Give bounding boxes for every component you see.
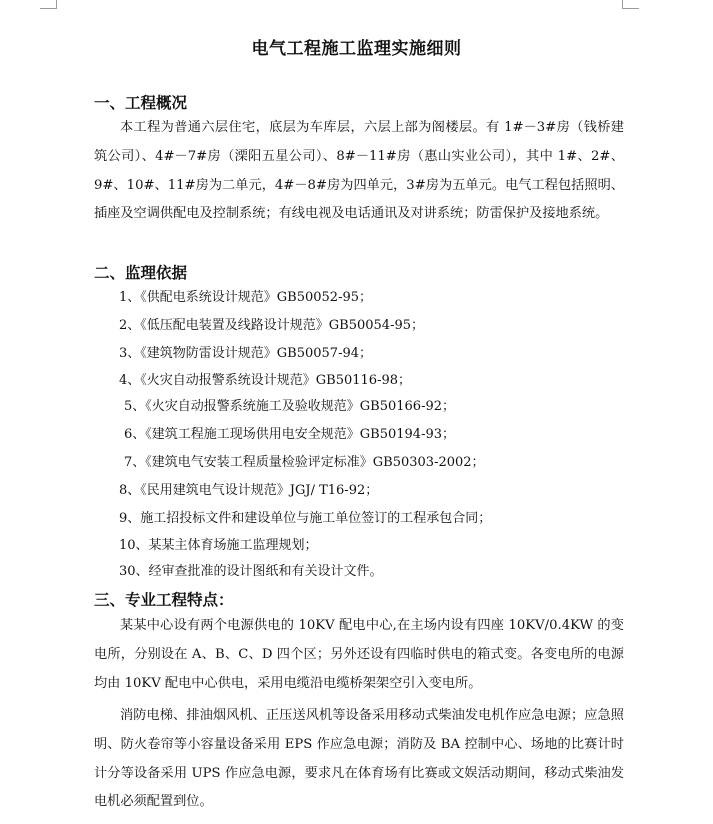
- section-heading-overview: 一、工程概况: [94, 94, 188, 112]
- features-paragraph-1: 某某中心设有两个电源供电的 10KV 配电中心,在主场内设有四座 10KV/0.4KW 的变电所，分别设在 A、B、C、D 四个区；另外还设有四临时供电的箱式变。各变电所的电源均由 10KV 配电中心供电，采用电缆沿电缆桥架架空引入变电所。: [94, 618, 624, 691]
- list-item: 4、《火灾自动报警系统设计规范》GB50116-98；: [119, 373, 411, 388]
- list-item: 9、施工招投标文件和建设单位与施工单位签订的工程承包合同；: [119, 511, 492, 526]
- section-heading-basis: 二、监理依据: [94, 264, 188, 282]
- page-corner-mark-right: [622, 0, 639, 9]
- document-title: 电气工程施工监理实施细则: [251, 39, 462, 59]
- list-item: 6、《建筑工程施工现场供用电安全规范》GB50194-93；: [124, 427, 455, 442]
- overview-paragraph: 本工程为普通六层住宅，底层为车库层，六层上部为阁楼层。有 1#－3#房（钱桥建筑公司）、4#－7#房（溧阳五星公司）、8#－11#房（惠山实业公司），其中 1#、2#、9#、10#、11#房为二单元，4#－8#房为四单元，3#房为五单元。电气工程包括照明、插座及空调供配电及控制系统；有线电视及电话通讯及对讲系统；防雷保护及接地系统。: [94, 120, 624, 222]
- list-item: 7、《建筑电气安装工程质量检验评定标准》GB50303-2002；: [124, 455, 485, 470]
- list-item: 3、《建筑物防雷设计规范》GB50057-94；: [119, 346, 372, 361]
- list-item: 10、某某主体育场施工监理规划；: [119, 538, 318, 553]
- list-item: 30、经审查批准的设计图纸和有关设计文件。: [119, 564, 383, 579]
- list-item: 2、《低压配电装置及线路设计规范》GB50054-95；: [119, 318, 424, 333]
- page-corner-mark-left: [40, 0, 57, 9]
- features-paragraph-2: 消防电梯、排油烟风机、正压送风机等设备采用移动式柴油发电机作应急电源；应急照明、防火卷帘等小容量设备采用 EPS 作应急电源；消防及 BA 控制中心、场地的比赛计时计分等设备采用 UPS 作应急电源，要求凡在体育场有比赛或文娱活动期间，移动式柴油发电机必须配置到位。: [94, 708, 624, 810]
- section-heading-features: 三、专业工程特点：: [94, 591, 234, 609]
- list-item: 1、《供配电系统设计规范》GB50052-95；: [119, 290, 372, 305]
- list-item: 5、《火灾自动报警系统施工及验收规范》GB50166-92；: [124, 399, 455, 414]
- list-item: 8、《民用建筑电气设计规范》JGJ/ T16-92；: [119, 483, 379, 498]
